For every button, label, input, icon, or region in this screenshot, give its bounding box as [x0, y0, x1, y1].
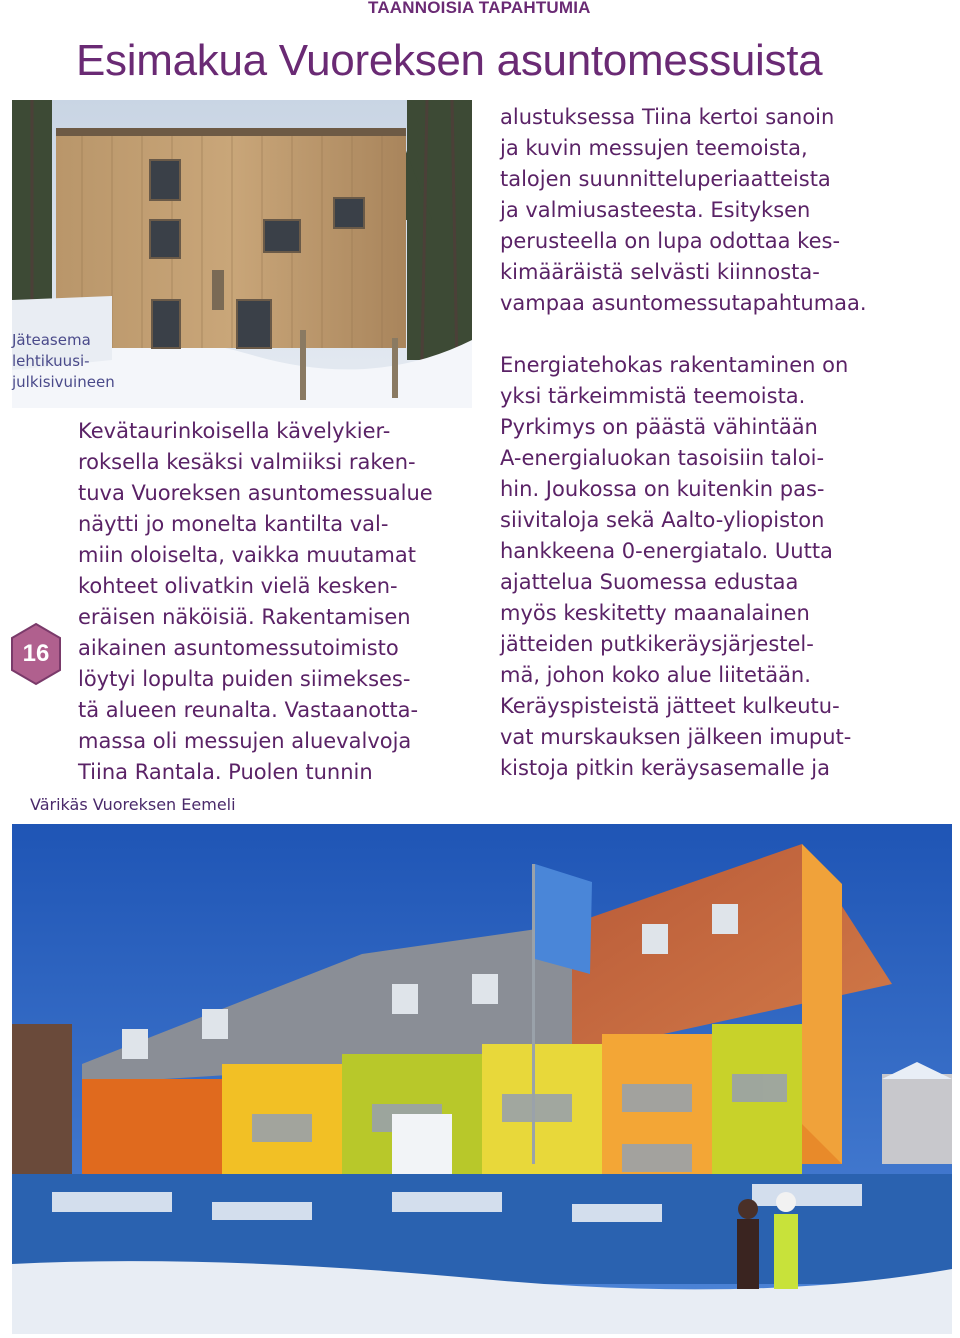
page-number-badge: [10, 622, 62, 686]
text-line: Tiina Rantala. Puolen tunnin: [78, 760, 373, 784]
text-line: alustuksessa Tiina kertoi sanoin: [500, 105, 835, 129]
paragraph: [500, 102, 940, 319]
page-number: 16: [22, 640, 50, 667]
text-line: hankkeena 0-energiatalo. Uutta: [500, 539, 833, 563]
text-line: vat murskauksen jälkeen imuput-: [500, 725, 852, 749]
caption-line: lehtikuusi-: [12, 352, 90, 370]
right-text-column: [500, 102, 940, 784]
page-title: Esimakua Vuoreksen asuntomessuista: [76, 36, 823, 85]
text-line: ja valmiusasteesta. Esityksen: [500, 198, 811, 222]
text-line: tuva Vuoreksen asuntomessualue: [78, 481, 433, 505]
left-text-column: [78, 416, 478, 788]
caption-line: julkisivuineen: [12, 373, 115, 391]
text-line: ja kuvin messujen teemoista,: [500, 136, 808, 160]
text-line: myös keskitetty maanalainen: [500, 601, 810, 625]
text-line: A-energialuokan tasoisiin taloi-: [500, 446, 825, 470]
paragraph: [78, 416, 478, 788]
eemeli-building-photo: [12, 824, 952, 1334]
text-line: ajattelua Suomessa edustaa: [500, 570, 799, 594]
text-line: miin oloiselta, vaikka muutamat: [78, 543, 416, 567]
text-line: massa oli messujen aluevalvoja: [78, 729, 412, 753]
text-line: kistoja pitkin keräysasemalle ja: [500, 756, 831, 780]
text-line: siivitaloja sekä Aalto-yliopiston: [500, 508, 825, 532]
text-line: Kevätaurinkoisella kävelykier-: [78, 419, 391, 443]
text-line: vampaa asuntomessutapahtumaa.: [500, 291, 867, 315]
text-line: Energiatehokas rakentaminen on: [500, 353, 849, 377]
text-line: aikainen asuntomessutoimisto: [78, 636, 399, 660]
text-line: yksi tärkeimmistä teemoista.: [500, 384, 806, 408]
text-line: löytyi lopulta puiden siimekses-: [78, 667, 411, 691]
text-line: mä, johon koko alue liitetään.: [500, 663, 811, 687]
text-line: Pyrkimys on päästä vähintään: [500, 415, 818, 439]
photo-caption-eemeli: Värikäs Vuoreksen Eemeli: [30, 795, 236, 814]
text-line: talojen suunnitteluperiaatteista: [500, 167, 831, 191]
caption-line: Jäteasema: [12, 331, 91, 349]
paragraph: [500, 350, 940, 784]
text-line: roksella kesäksi valmiiksi raken-: [78, 450, 416, 474]
text-line: näytti jo monelta kantilta val-: [78, 512, 389, 536]
text-line: perusteella on lupa odottaa kes-: [500, 229, 841, 253]
section-label: TAANNOISIA TAPAHTUMIA: [368, 0, 591, 17]
text-line: Keräyspisteistä jätteet kulkeutu-: [500, 694, 840, 718]
text-line: kohteet olivatkin vielä kesken-: [78, 574, 398, 598]
text-line: kimääräistä selvästi kiinnosta-: [500, 260, 820, 284]
photo-caption-waste-station: [12, 330, 140, 393]
text-line: eräisen näköisiä. Rakentamisen: [78, 605, 411, 629]
text-line: tä alueen reunalta. Vastaanotta-: [78, 698, 419, 722]
text-line: hin. Joukossa on kuitenkin pas-: [500, 477, 825, 501]
text-line: jätteiden putkikeräysjärjestel-: [500, 632, 814, 656]
